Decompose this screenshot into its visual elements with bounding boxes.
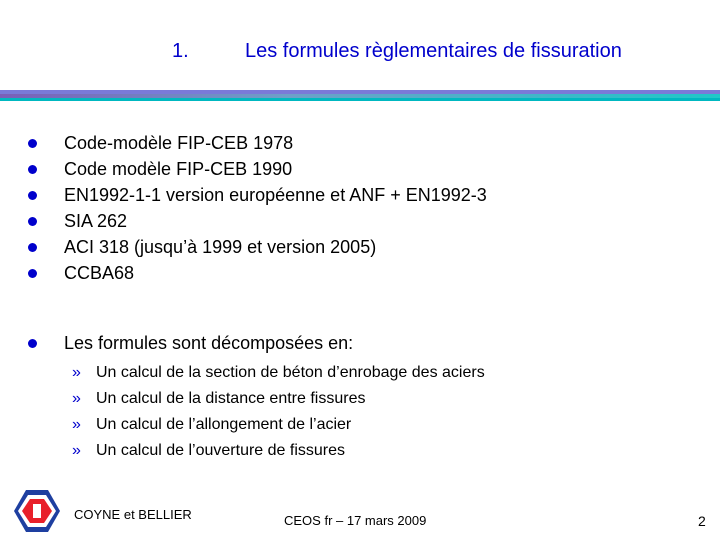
list-item: ACI 318 (jusqu’à 1999 et version 2005) <box>28 234 487 260</box>
page-number: 2 <box>698 513 706 529</box>
list-item: » Un calcul de l’allongement de l’acier <box>72 412 485 438</box>
company-name: COYNE et BELLIER <box>74 507 192 522</box>
chevron-marker-icon: » <box>72 416 81 433</box>
chevron-marker-icon: » <box>72 364 81 381</box>
footer-event-date: CEOS fr – 17 mars 2009 <box>284 513 427 528</box>
decomposition-list <box>72 360 485 464</box>
list-item: CCBA68 <box>28 260 487 286</box>
chevron-marker-icon: » <box>72 442 81 459</box>
title-divider-bottom <box>0 98 720 101</box>
bullet-dot-icon <box>28 191 37 200</box>
chevron-marker-icon: » <box>72 390 81 407</box>
list-item: Code modèle FIP-CEB 1990 <box>28 156 487 182</box>
list-item: EN1992-1-1 version européenne et ANF + EN1992-3 <box>28 182 487 208</box>
bullet-dot-icon <box>28 243 37 252</box>
bullet-dot-icon <box>28 339 37 348</box>
slide-title: Les formules règlementaires de fissuration <box>245 40 622 62</box>
standards-list <box>28 130 487 286</box>
list-item: SIA 262 <box>28 208 487 234</box>
list-item: Code-modèle FIP-CEB 1978 <box>28 130 487 156</box>
list-item: » Un calcul de l’ouverture de fissures <box>72 438 485 464</box>
bullet-dot-icon <box>28 139 37 148</box>
company-logo-icon <box>12 488 62 534</box>
decomposition-bullet: Les formules sont décomposées en: <box>28 330 353 356</box>
bullet-dot-icon <box>28 269 37 278</box>
bullet-dot-icon <box>28 165 37 174</box>
list-item: » Un calcul de la section de béton d’enrobage des aciers <box>72 360 485 386</box>
slide-number: 1. <box>172 40 189 62</box>
bullet-dot-icon <box>28 217 37 226</box>
list-item: » Un calcul de la distance entre fissures <box>72 386 485 412</box>
